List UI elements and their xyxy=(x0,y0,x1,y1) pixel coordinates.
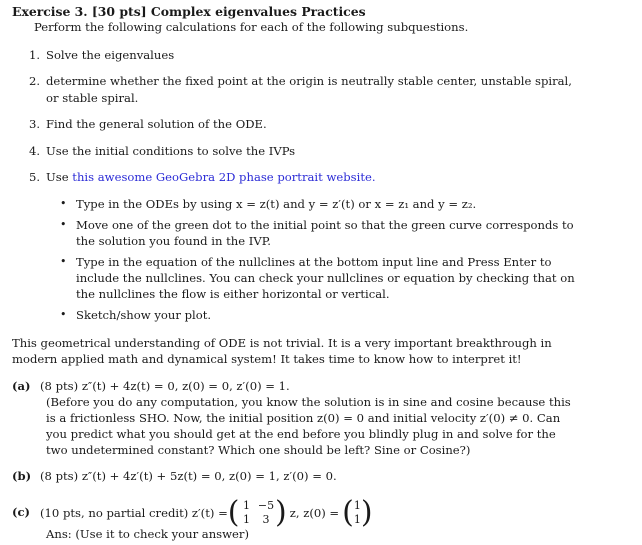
step-text: Use the initial conditions to solve the IVPs xyxy=(46,144,296,158)
part-a-body: you predict what you should get at the end before you blindly plug in and solve for the xyxy=(46,427,556,441)
bullet-text: Move one of the green dot to the initial point so that the green curve corresponds to xyxy=(76,218,574,232)
bullet-text: the solution you found in the IVP. xyxy=(76,234,271,248)
matrix-cell: 3 xyxy=(262,513,270,526)
matrix-cell: −5 xyxy=(257,499,275,512)
geogebra-link[interactable]: this awesome GeoGebra 2D phase portrait website. xyxy=(72,170,376,184)
exercise-title: Exercise 3. [30 pts] Complex eigenvalues Practices xyxy=(12,4,366,19)
part-c-answer: Ans: (Use it to check your answer) xyxy=(46,527,249,541)
part-c-pre: (10 pts, no partial credit) z′(t) = xyxy=(40,506,228,520)
step-text xyxy=(46,170,376,184)
part-b-label: (b) xyxy=(12,469,32,483)
part-a-header: (8 pts) z″(t) + 4z(t) = 0, z(0) = 0, z′(0) = 1. xyxy=(40,379,290,393)
part-c-label: (c) xyxy=(12,505,31,519)
part-a-body: is a frictionless SHO. Now, the initial position z(0) = 0 and initial velocity z′(0) ≠ 0. Can xyxy=(46,411,561,425)
bullet-dot: • xyxy=(60,255,67,268)
step-prefix: Use xyxy=(46,170,73,184)
step-number: 4. xyxy=(28,144,40,158)
step-text: Find the general solution of the ODE. xyxy=(46,117,267,131)
vector-cell: 1 xyxy=(353,513,361,526)
paragraph-line: modern applied math and dynamical system! It takes time to know how to interpret it! xyxy=(12,352,522,366)
part-a-body: two undetermined constant? Which one should be left? Sine or Cosine?) xyxy=(46,443,471,457)
part-c-mid: z, z(0) = xyxy=(289,506,340,520)
exercise-intro: Perform the following calculations for each of the following subquestions. xyxy=(34,20,469,34)
step-number: 2. xyxy=(28,74,40,88)
bullet-text: Type in the ODEs by using x = z(t) and y = z′(t) or x = z₁ and y = z₂. xyxy=(76,197,477,211)
bullet-dot: • xyxy=(60,308,67,321)
paragraph-line: This geometrical understanding of ODE is not trivial. It is a very important breakthrough in xyxy=(12,336,552,350)
step-text: Solve the eigenvalues xyxy=(46,48,175,62)
bullet-text: Sketch/show your plot. xyxy=(76,308,212,322)
bullet-dot: • xyxy=(60,218,67,231)
step-number: 1. xyxy=(28,48,40,62)
part-a-body: (Before you do any computation, you know the solution is in sine and cosine because this xyxy=(46,395,571,409)
matrix xyxy=(240,499,276,527)
matrix-cell: 1 xyxy=(243,513,251,526)
bullet-text: the nullclines the flow is either horizontal or vertical. xyxy=(76,287,390,301)
bullet-text: include the nullclines. You can check your nullclines or equation by checking that on xyxy=(76,271,575,285)
vector-right-paren: ) xyxy=(360,495,373,530)
vector xyxy=(354,499,361,527)
matrix-cell: 1 xyxy=(243,499,251,512)
matrix-left-paren: ( xyxy=(227,495,240,530)
bullet-dot: • xyxy=(60,197,67,210)
bullet-text: Type in the equation of the nullclines at the bottom input line and Press Enter to xyxy=(76,255,552,269)
vector-cell: 1 xyxy=(353,499,361,512)
step-number: 3. xyxy=(28,117,40,131)
step-text: or stable spiral. xyxy=(46,91,139,105)
vector-left-paren: ( xyxy=(342,495,354,530)
step-number: 5. xyxy=(28,170,40,184)
part-a-label: (a) xyxy=(12,379,31,393)
step-text: determine whether the fixed point at the origin is neutrally stable center, unstable spiral, xyxy=(46,74,572,88)
matrix-right-paren: ) xyxy=(275,495,287,530)
part-b-header: (8 pts) z″(t) + 4z′(t) + 5z(t) = 0, z(0) = 1, z′(0) = 0. xyxy=(40,469,337,483)
